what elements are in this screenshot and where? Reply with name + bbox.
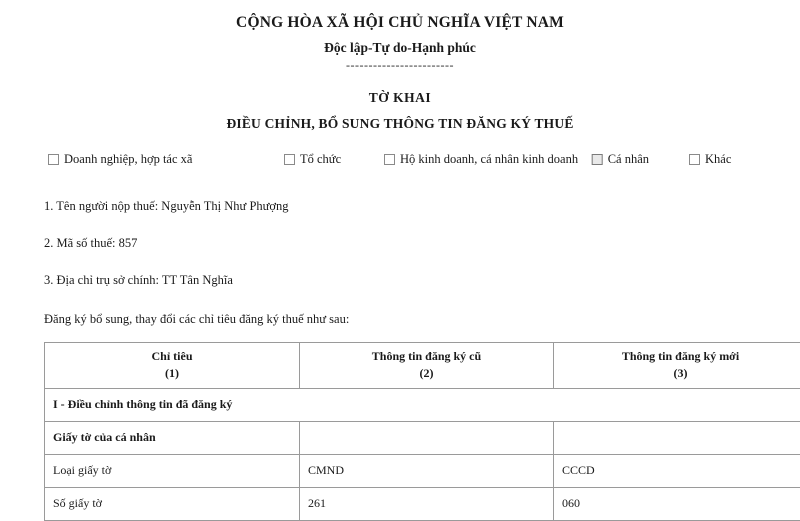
table-header-num-3: (3) (562, 365, 799, 382)
table-cell-doc-number-label: Số giấy tờ (45, 487, 300, 520)
document-title: TỜ KHAI (44, 90, 756, 106)
checkbox-label-doanh-nghiep: Doanh nghiệp, hợp tác xã (64, 153, 192, 165)
checkbox-item-doanh-nghiep[interactable] (48, 153, 192, 165)
checkbox-box-ho-kinh-doanh[interactable] (384, 154, 395, 165)
table-cell-subsection: Giấy tờ của cá nhân (45, 421, 300, 454)
adjustment-table (44, 342, 800, 521)
table-row (45, 454, 800, 487)
table-row (45, 388, 800, 421)
checkbox-box-khac[interactable] (689, 154, 700, 165)
table-cell-subsection-new (554, 421, 800, 454)
checkbox-box-ca-nhan[interactable] (592, 154, 603, 165)
table-row (45, 487, 800, 520)
table-header-cell-2 (300, 343, 554, 389)
table-cell-doc-type-old: CMND (300, 454, 554, 487)
table-cell-doc-type-new: CCCD (554, 454, 800, 487)
taxpayer-fields (44, 199, 756, 288)
document-header (44, 14, 756, 132)
table-header-row (45, 343, 800, 389)
table-row (45, 421, 800, 454)
field-address: 3. Địa chỉ trụ sở chính: TT Tân Nghĩa (44, 273, 756, 288)
horizontal-rule-text: ------------------------ (44, 58, 756, 73)
checkbox-box-to-chuc[interactable] (284, 154, 295, 165)
field-taxpayer-name: 1. Tên người nộp thuế: Nguyễn Thị Như Phượng (44, 199, 756, 214)
checkbox-label-khac: Khác (705, 153, 731, 165)
checkbox-label-ho-kinh-doanh: Hộ kinh doanh, cá nhân kinh doanh (400, 153, 578, 165)
table-header-title-2: Thông tin đăng ký cũ (308, 348, 545, 365)
table-header-num-2: (2) (308, 365, 545, 382)
table-header-num-1: (1) (53, 365, 291, 382)
table-cell-doc-number-old: 261 (300, 487, 554, 520)
national-motto: Độc lập-Tự do-Hạnh phúc (44, 40, 756, 56)
table-cell-section-i: I - Điều chỉnh thông tin đã đăng ký (45, 388, 800, 421)
checkbox-label-ca-nhan: Cá nhân (608, 153, 649, 165)
document-subtitle: ĐIỀU CHỈNH, BỔ SUNG THÔNG TIN ĐĂNG KÝ THUẾ (44, 116, 756, 132)
table-header-title-3: Thông tin đăng ký mới (562, 348, 799, 365)
table-header-cell-3 (554, 343, 800, 389)
table-header-title-1: Chỉ tiêu (53, 348, 291, 365)
checkbox-item-ca-nhan[interactable] (592, 153, 649, 165)
table-cell-doc-type-label: Loại giấy tờ (45, 454, 300, 487)
checkbox-item-khac[interactable] (689, 153, 731, 165)
taxpayer-type-checkbox-group (44, 153, 756, 173)
checkbox-item-to-chuc[interactable] (284, 153, 341, 165)
table-cell-subsection-old (300, 421, 554, 454)
checkbox-box-doanh-nghiep[interactable] (48, 154, 59, 165)
field-tax-code: 2. Mã số thuế: 857 (44, 236, 756, 251)
table-cell-doc-number-new: 060 (554, 487, 800, 520)
nation-title: CỘNG HÒA XÃ HỘI CHỦ NGHĨA VIỆT NAM (44, 14, 756, 32)
checkbox-item-ho-kinh-doanh[interactable] (384, 153, 578, 165)
checkbox-label-to-chuc: Tổ chức (300, 153, 341, 165)
intro-line: Đăng ký bổ sung, thay đổi các chỉ tiêu đăng ký thuế như sau: (44, 312, 756, 327)
table-header-cell-1 (45, 343, 300, 389)
